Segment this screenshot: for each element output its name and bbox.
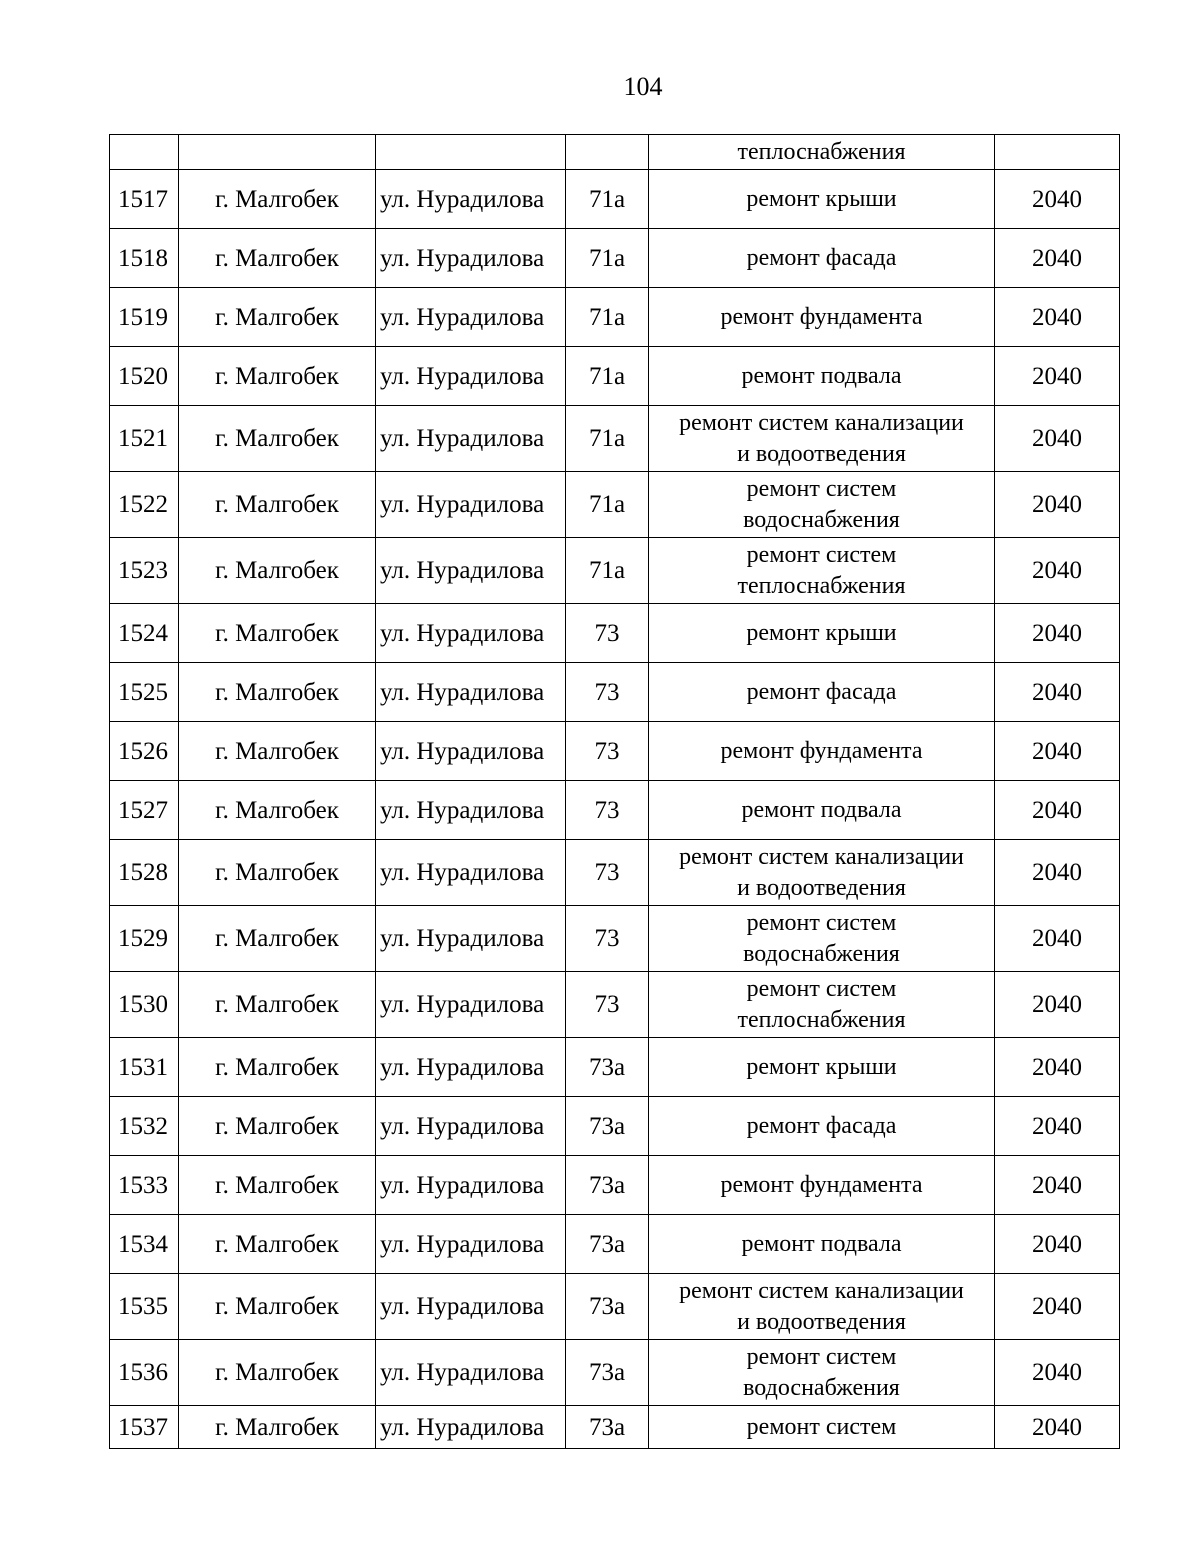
cell-city: г. Малгобек <box>179 840 376 906</box>
cell-id: 1520 <box>110 347 179 406</box>
table-row <box>110 663 1120 722</box>
table-row <box>110 972 1120 1038</box>
cell-street: ул. Нурадилова <box>376 663 566 722</box>
cell-street: ул. Нурадилова <box>376 538 566 604</box>
work-line-2: водоснабжения <box>743 1374 900 1401</box>
cell-city <box>179 135 376 170</box>
table-row <box>110 406 1120 472</box>
cell-year: 2040 <box>995 663 1120 722</box>
cell-house: 73а <box>566 1340 649 1406</box>
cell-city: г. Малгобек <box>179 972 376 1038</box>
table-row <box>110 170 1120 229</box>
cell-street: ул. Нурадилова <box>376 1215 566 1274</box>
cell-street: ул. Нурадилова <box>376 170 566 229</box>
table-row <box>110 840 1120 906</box>
cell-year: 2040 <box>995 1038 1120 1097</box>
cell-city: г. Малгобек <box>179 906 376 972</box>
cell-work <box>649 406 995 472</box>
cell-city: г. Малгобек <box>179 1406 376 1449</box>
cell-id: 1521 <box>110 406 179 472</box>
cell-id: 1527 <box>110 781 179 840</box>
cell-id: 1533 <box>110 1156 179 1215</box>
cell-work: ремонт подвала <box>649 781 995 840</box>
cell-id: 1534 <box>110 1215 179 1274</box>
cell-work: ремонт фасада <box>649 663 995 722</box>
cell-house: 71а <box>566 170 649 229</box>
cell-id: 1537 <box>110 1406 179 1449</box>
table-row <box>110 288 1120 347</box>
cell-house: 73а <box>566 1097 649 1156</box>
cell-id: 1523 <box>110 538 179 604</box>
work-line-2: теплоснабжения <box>737 572 906 599</box>
cell-house: 73а <box>566 1038 649 1097</box>
cell-work: ремонт фасада <box>649 229 995 288</box>
work-line-2: теплоснабжения <box>737 1006 906 1033</box>
cell-city: г. Малгобек <box>179 663 376 722</box>
cell-street: ул. Нурадилова <box>376 1274 566 1340</box>
cell-id: 1525 <box>110 663 179 722</box>
table-row <box>110 1038 1120 1097</box>
work-line-1: ремонт систем <box>746 475 897 502</box>
cell-work: ремонт крыши <box>649 170 995 229</box>
cell-work: теплоснабжения <box>649 135 995 170</box>
cell-work: ремонт фундамента <box>649 288 995 347</box>
cell-city: г. Малгобек <box>179 1097 376 1156</box>
cell-id: 1526 <box>110 722 179 781</box>
cell-city: г. Малгобек <box>179 722 376 781</box>
cell-year: 2040 <box>995 1215 1120 1274</box>
cell-year: 2040 <box>995 170 1120 229</box>
cell-house: 73а <box>566 1156 649 1215</box>
cell-street <box>376 135 566 170</box>
cell-year: 2040 <box>995 538 1120 604</box>
work-line-1: ремонт систем канализации <box>679 409 964 436</box>
cell-id: 1532 <box>110 1097 179 1156</box>
table-row <box>110 1097 1120 1156</box>
cell-house: 73 <box>566 722 649 781</box>
cell-work <box>649 1340 995 1406</box>
table-row <box>110 906 1120 972</box>
work-line-1: ремонт систем <box>746 909 897 936</box>
cell-street: ул. Нурадилова <box>376 906 566 972</box>
table-row <box>110 347 1120 406</box>
work-line-2: водоснабжения <box>743 506 900 533</box>
cell-street: ул. Нурадилова <box>376 229 566 288</box>
cell-year: 2040 <box>995 1156 1120 1215</box>
cell-work: ремонт подвала <box>649 347 995 406</box>
work-line-2: и водоотведения <box>737 440 906 467</box>
cell-house: 73 <box>566 840 649 906</box>
cell-year <box>995 135 1120 170</box>
repair-schedule-table <box>109 134 1120 1449</box>
cell-city: г. Малгобек <box>179 472 376 538</box>
table-row <box>110 472 1120 538</box>
table-row <box>110 1215 1120 1274</box>
cell-street: ул. Нурадилова <box>376 1097 566 1156</box>
cell-year: 2040 <box>995 229 1120 288</box>
cell-street: ул. Нурадилова <box>376 781 566 840</box>
work-line-2: и водоотведения <box>737 874 906 901</box>
cell-house: 71а <box>566 472 649 538</box>
work-line-2: водоснабжения <box>743 940 900 967</box>
cell-work <box>649 840 995 906</box>
cell-id: 1531 <box>110 1038 179 1097</box>
cell-city: г. Малгобек <box>179 1274 376 1340</box>
table-row <box>110 1406 1120 1449</box>
cell-work <box>649 906 995 972</box>
work-line-1: ремонт систем <box>746 541 897 568</box>
cell-house: 73а <box>566 1406 649 1449</box>
cell-house: 71а <box>566 538 649 604</box>
cell-work: ремонт фундамента <box>649 722 995 781</box>
cell-city: г. Малгобек <box>179 347 376 406</box>
cell-work <box>649 538 995 604</box>
cell-city: г. Малгобек <box>179 229 376 288</box>
cell-year: 2040 <box>995 840 1120 906</box>
cell-id: 1517 <box>110 170 179 229</box>
cell-city: г. Малгобек <box>179 170 376 229</box>
cell-street: ул. Нурадилова <box>376 840 566 906</box>
cell-year: 2040 <box>995 288 1120 347</box>
cell-city: г. Малгобек <box>179 1215 376 1274</box>
cell-street: ул. Нурадилова <box>376 1406 566 1449</box>
cell-house: 73а <box>566 1215 649 1274</box>
cell-city: г. Малгобек <box>179 1038 376 1097</box>
cell-work: ремонт фасада <box>649 1097 995 1156</box>
cell-id: 1524 <box>110 604 179 663</box>
cell-id: 1529 <box>110 906 179 972</box>
cell-house: 73 <box>566 972 649 1038</box>
cell-house: 73 <box>566 663 649 722</box>
cell-year: 2040 <box>995 722 1120 781</box>
table-row <box>110 538 1120 604</box>
cell-street: ул. Нурадилова <box>376 722 566 781</box>
cell-id: 1530 <box>110 972 179 1038</box>
table-row <box>110 1156 1120 1215</box>
table-row <box>110 722 1120 781</box>
cell-work: ремонт крыши <box>649 604 995 663</box>
table-row <box>110 604 1120 663</box>
cell-city: г. Малгобек <box>179 288 376 347</box>
cell-id: 1535 <box>110 1274 179 1340</box>
cell-id: 1518 <box>110 229 179 288</box>
work-line-1: ремонт систем <box>746 1343 897 1370</box>
work-line-1: ремонт систем <box>746 975 897 1002</box>
cell-house: 73 <box>566 604 649 663</box>
cell-id <box>110 135 179 170</box>
cell-street: ул. Нурадилова <box>376 472 566 538</box>
table-row <box>110 781 1120 840</box>
cell-street: ул. Нурадилова <box>376 347 566 406</box>
cell-city: г. Малгобек <box>179 781 376 840</box>
cell-id: 1528 <box>110 840 179 906</box>
cell-street: ул. Нурадилова <box>376 972 566 1038</box>
table-row <box>110 1340 1120 1406</box>
cell-street: ул. Нурадилова <box>376 1038 566 1097</box>
cell-year: 2040 <box>995 972 1120 1038</box>
cell-id: 1522 <box>110 472 179 538</box>
work-line-2: и водоотведения <box>737 1308 906 1335</box>
work-line-1: ремонт систем канализации <box>679 1277 964 1304</box>
cell-work: ремонт подвала <box>649 1215 995 1274</box>
cell-house: 71а <box>566 406 649 472</box>
cell-work <box>649 1274 995 1340</box>
cell-house: 71а <box>566 288 649 347</box>
cell-year: 2040 <box>995 906 1120 972</box>
table-row <box>110 229 1120 288</box>
cell-street: ул. Нурадилова <box>376 1340 566 1406</box>
cell-id: 1519 <box>110 288 179 347</box>
cell-year: 2040 <box>995 781 1120 840</box>
cell-street: ул. Нурадилова <box>376 406 566 472</box>
cell-year: 2040 <box>995 347 1120 406</box>
cell-city: г. Малгобек <box>179 1340 376 1406</box>
cell-street: ул. Нурадилова <box>376 1156 566 1215</box>
table-row-continuation <box>110 135 1120 170</box>
cell-house: 73а <box>566 1274 649 1340</box>
page-number: 104 <box>623 72 663 101</box>
cell-city: г. Малгобек <box>179 604 376 663</box>
cell-id: 1536 <box>110 1340 179 1406</box>
cell-work <box>649 472 995 538</box>
cell-year: 2040 <box>995 1274 1120 1340</box>
cell-city: г. Малгобек <box>179 538 376 604</box>
cell-year: 2040 <box>995 472 1120 538</box>
cell-street: ул. Нурадилова <box>376 604 566 663</box>
cell-work <box>649 972 995 1038</box>
cell-year: 2040 <box>995 1097 1120 1156</box>
cell-house <box>566 135 649 170</box>
table-row <box>110 1274 1120 1340</box>
cell-year: 2040 <box>995 604 1120 663</box>
cell-house: 71а <box>566 347 649 406</box>
cell-house: 71а <box>566 229 649 288</box>
cell-work: ремонт фундамента <box>649 1156 995 1215</box>
cell-street: ул. Нурадилова <box>376 288 566 347</box>
cell-city: г. Малгобек <box>179 406 376 472</box>
cell-year: 2040 <box>995 1340 1120 1406</box>
cell-work: ремонт систем <box>649 1406 995 1449</box>
cell-city: г. Малгобек <box>179 1156 376 1215</box>
cell-house: 73 <box>566 906 649 972</box>
cell-year: 2040 <box>995 406 1120 472</box>
cell-work: ремонт крыши <box>649 1038 995 1097</box>
work-line-1: ремонт систем канализации <box>679 843 964 870</box>
cell-year: 2040 <box>995 1406 1120 1449</box>
cell-house: 73 <box>566 781 649 840</box>
